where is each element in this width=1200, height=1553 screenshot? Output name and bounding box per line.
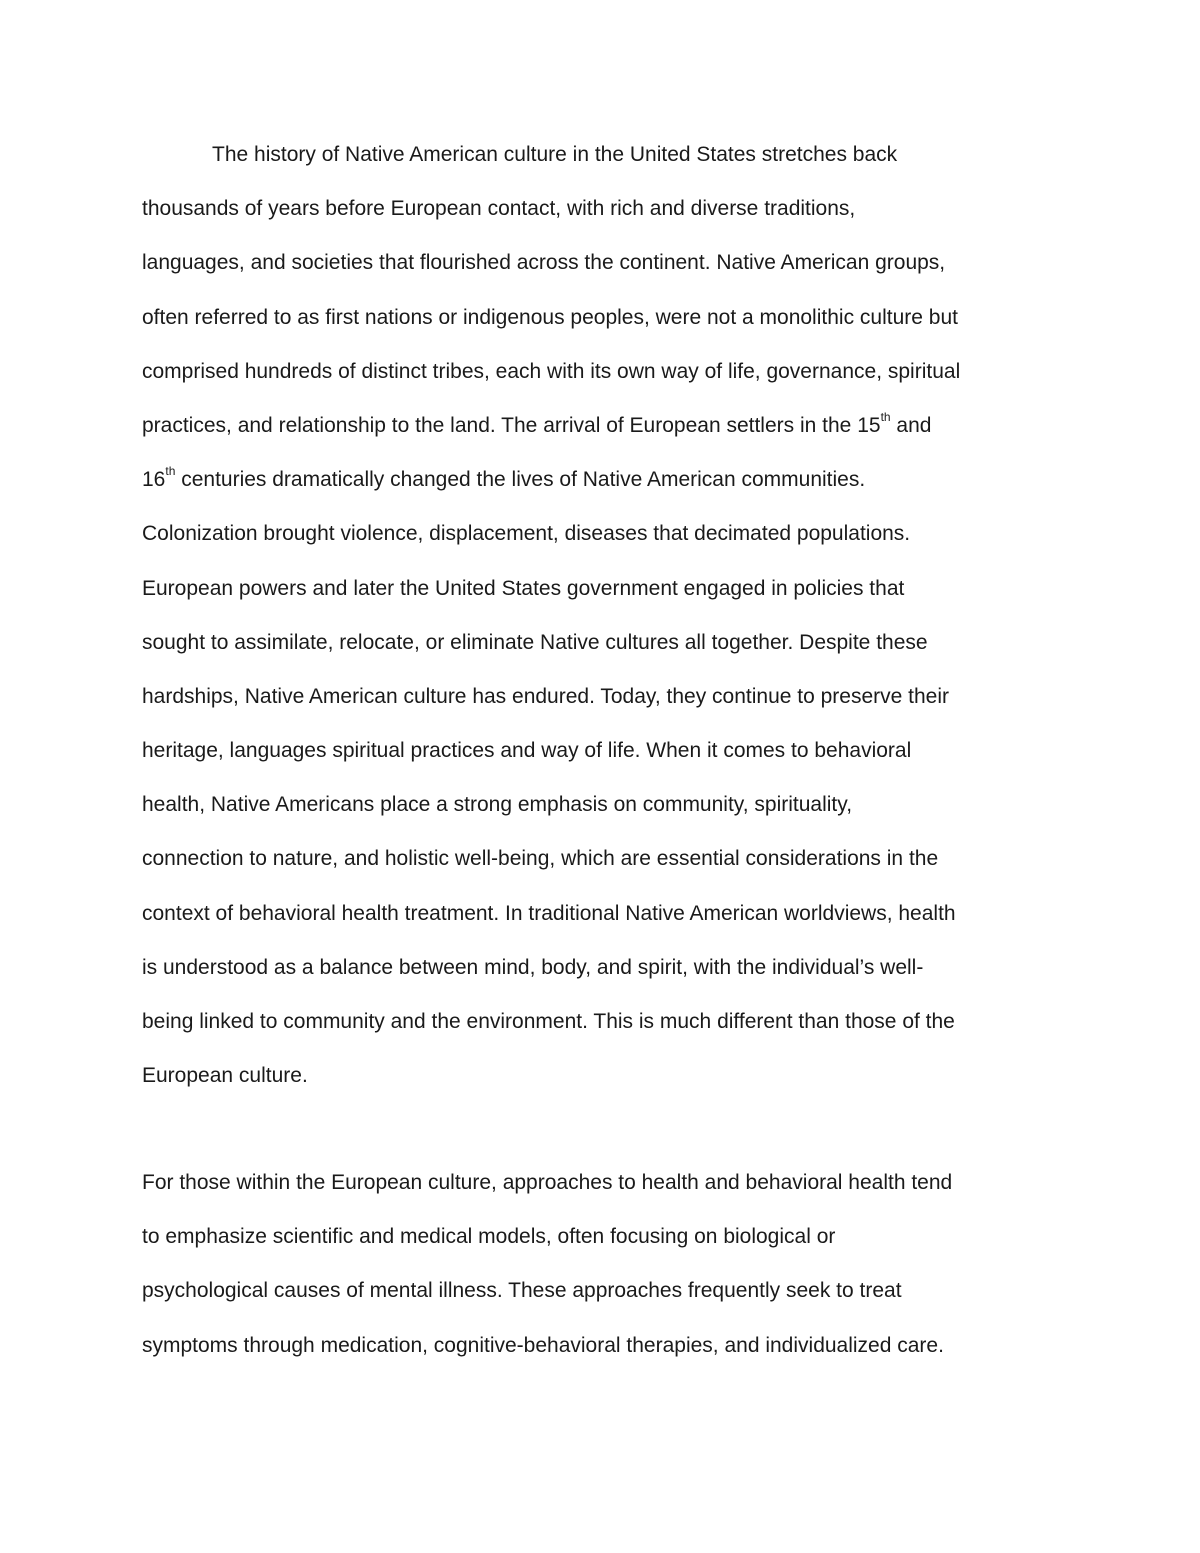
text-line: often referred to as first nations or indigenous peoples, were not a monolithic culture but (142, 305, 958, 329)
text-line: to emphasize scientific and medical models, often focusing on biological or (142, 1225, 836, 1249)
text-line: languages, and societies that flourished across the continent. Native American groups, (142, 251, 946, 275)
text-line: thousands of years before European contact, with rich and diverse traditions, (142, 197, 856, 221)
text-line: comprised hundreds of distinct tribes, each with its own way of life, governance, spiritual (142, 359, 961, 383)
text-line: 16th centuries dramatically changed the lives of Native American communities. (142, 464, 866, 492)
text-line: For those within the European culture, approaches to health and behavioral health tend (142, 1171, 953, 1194)
text-line: context of behavioral health treatment. In traditional Native American worldviews, health (142, 901, 956, 925)
text-line: connection to nature, and holistic well-being, which are essential considerations in the (142, 847, 939, 871)
superscript-ordinal: th (165, 464, 176, 479)
text-line: European culture. (142, 1064, 308, 1088)
paragraph-native-american-culture (142, 128, 1062, 1103)
text-line: The history of Native American culture in the United States stretches back (212, 143, 898, 166)
text-line: Colonization brought violence, displacement, diseases that decimated populations. (142, 522, 911, 546)
text-line: being linked to community and the environment. This is much different than those of the (142, 1010, 955, 1033)
text-line: health, Native Americans place a strong emphasis on community, spirituality, (142, 793, 853, 817)
text-line: practices, and relationship to the land. The arrival of European settlers in the 15th and (142, 409, 932, 437)
text-line: is understood as a balance between mind, body, and spirit, with the individual’s well- (142, 955, 924, 979)
superscript-ordinal: th (880, 409, 891, 424)
paragraph-european-culture (142, 1156, 1062, 1373)
text-line: sought to assimilate, relocate, or eliminate Native cultures all together. Despite these (142, 630, 928, 654)
text-line: psychological causes of mental illness. These approaches frequently seek to treat (142, 1279, 902, 1303)
text-line: hardships, Native American culture has endured. Today, they continue to preserve their (142, 684, 950, 708)
text-line: symptoms through medication, cognitive-behavioral therapies, and individualized care. (142, 1333, 944, 1357)
text-line: heritage, languages spiritual practices and way of life. When it comes to behavioral (142, 739, 912, 763)
text-line: European powers and later the United States government engaged in policies that (142, 576, 905, 600)
